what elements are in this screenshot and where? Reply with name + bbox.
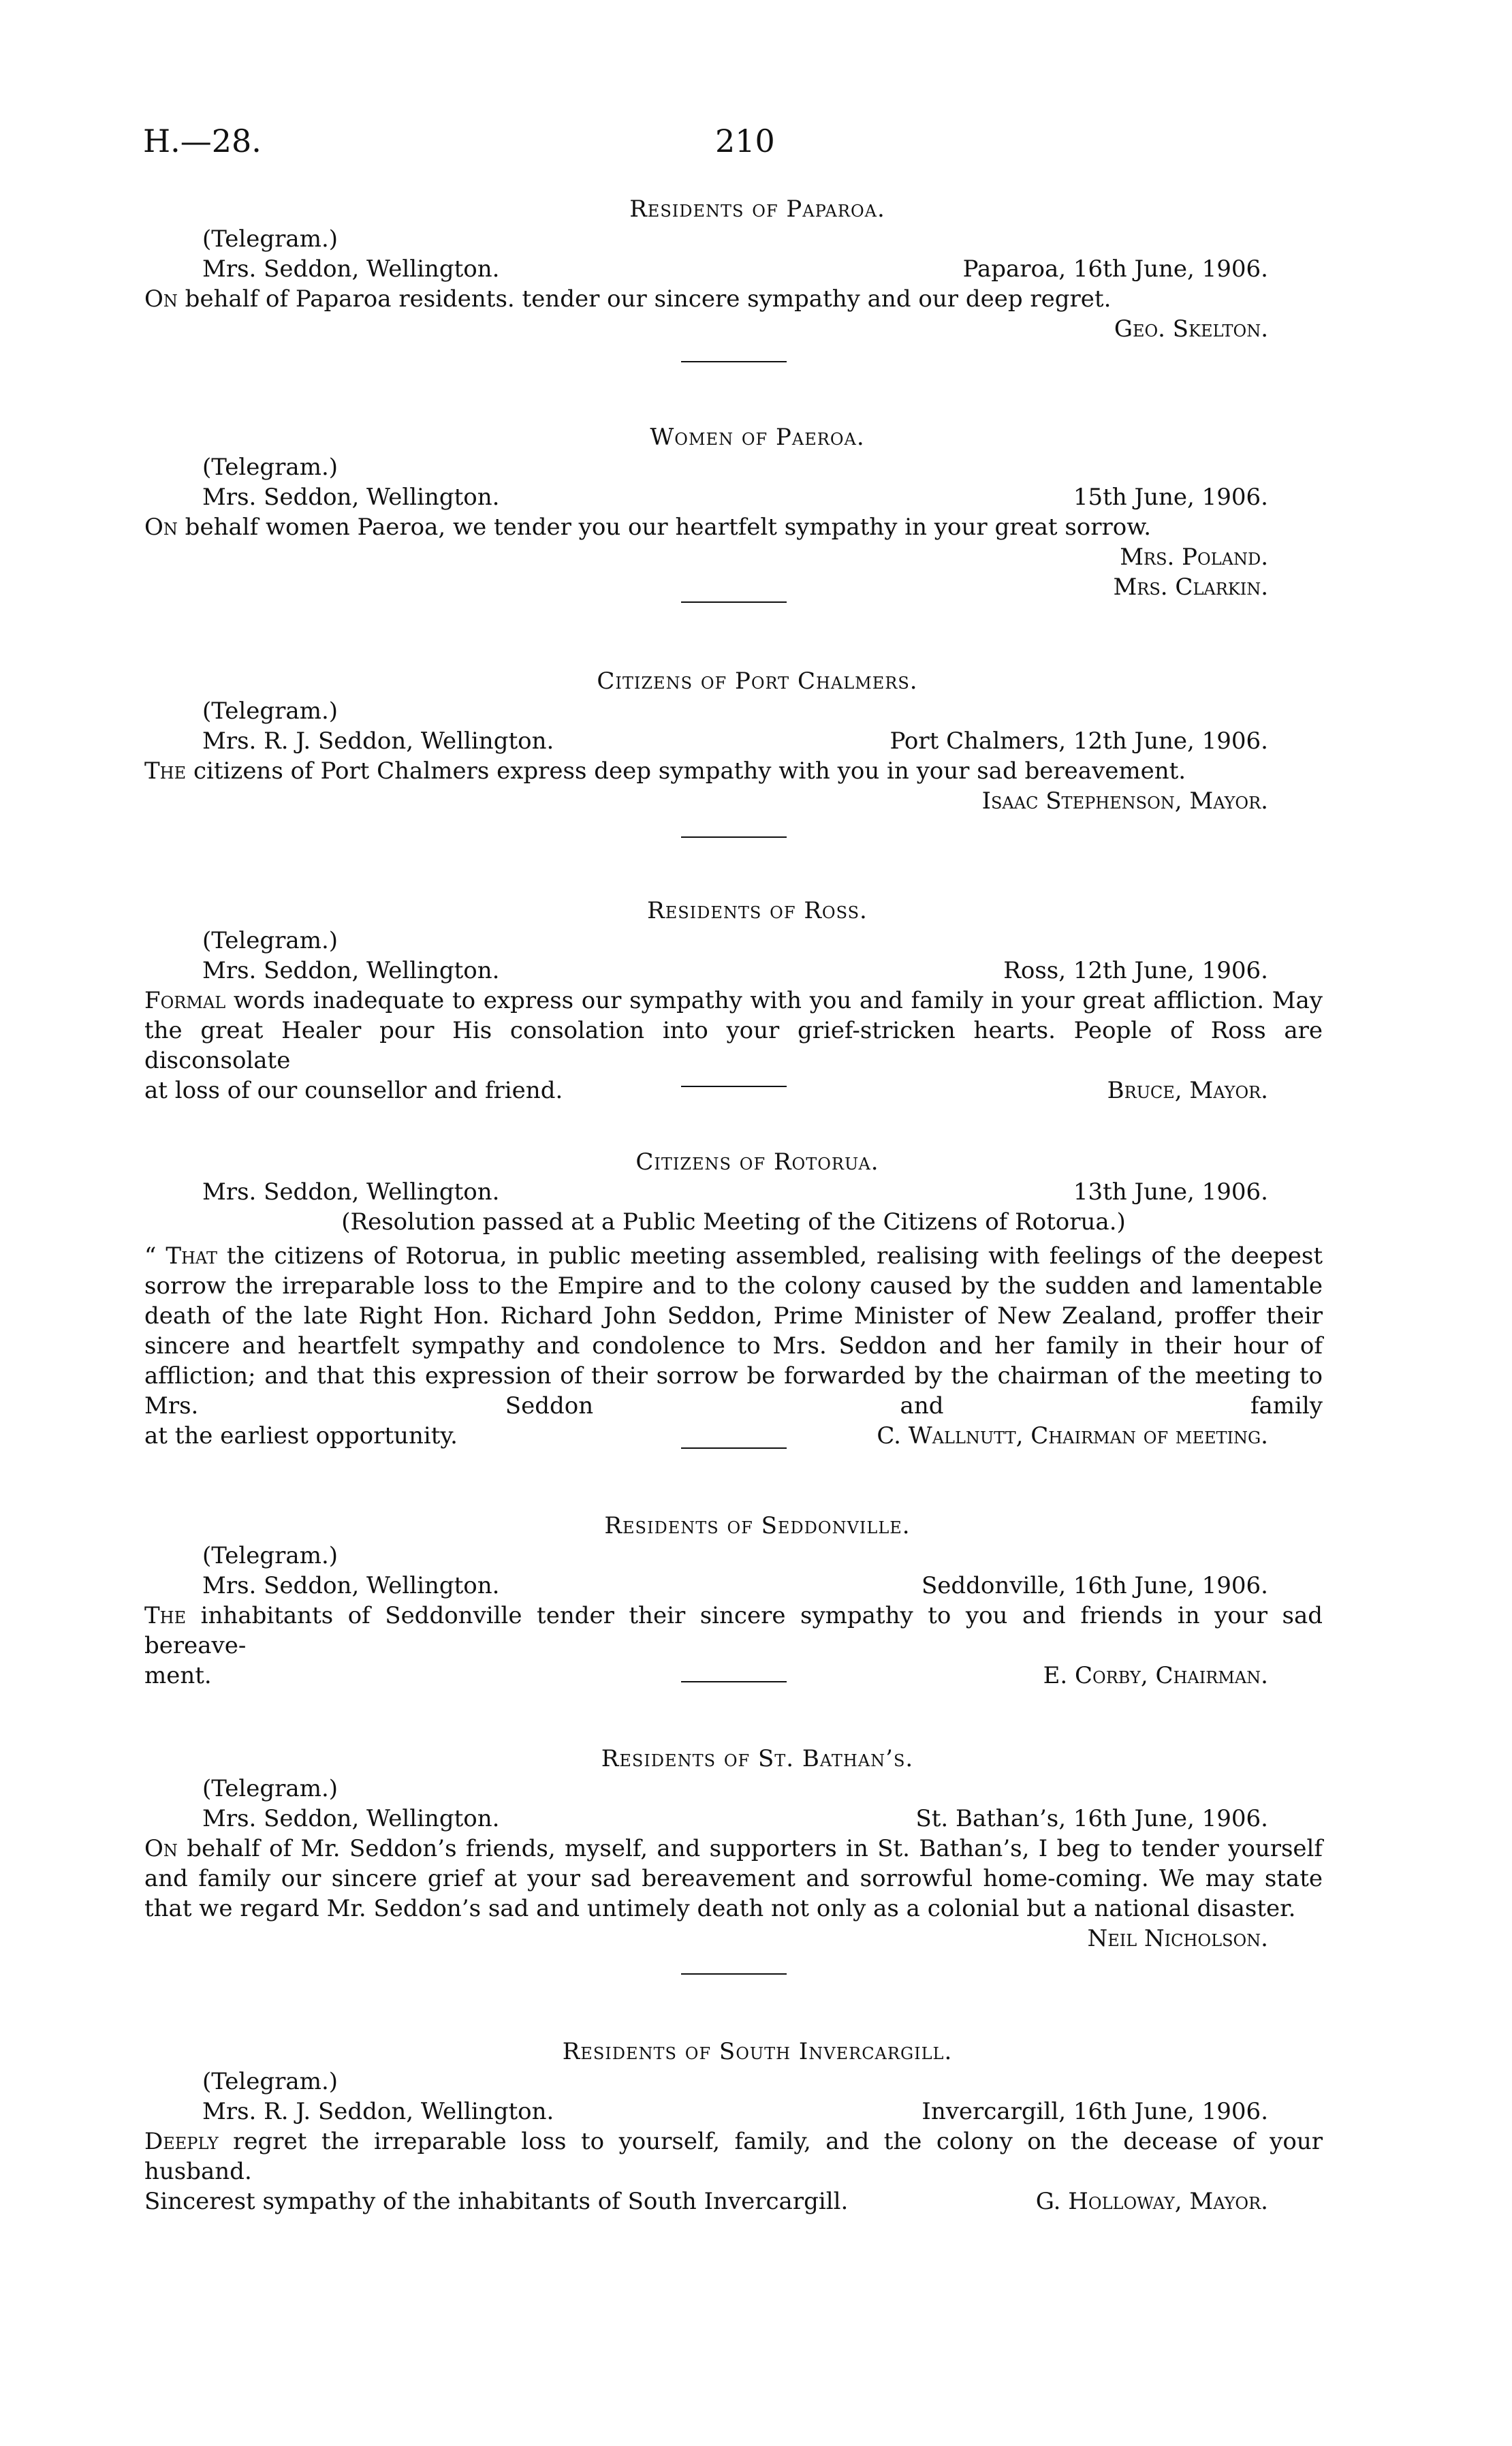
addressee: Mrs. Seddon, Wellington.	[202, 1805, 500, 1832]
place-date: Paparoa, 16th June, 1906.	[962, 255, 1268, 283]
section-divider	[681, 1973, 787, 1975]
message-text: the citizens of Rotorua, in public meeting assembled, realising with feelings of the deepest sorrow the irreparable loss to the Empire and to the colony caused by the sudden and lamentable death of the late Right Hon. Richard John Seddon, Prime Minister of New Zealand, proffer their sincere and heartfelt sympathy and condolence to Mrs. Seddon and her family in their hour of affliction; and that this expression of their sorrow be forwarded by the chairman of the meeting to Mrs. Seddon and family	[144, 1242, 1323, 1420]
place-date: Invercargill, 16th June, 1906.	[922, 2098, 1268, 2125]
section-divider	[681, 1086, 787, 1087]
message-lead: On	[144, 514, 178, 541]
document-reference: H.—28.	[143, 123, 262, 159]
message-lead: Formal	[144, 987, 226, 1014]
signature: Mrs. Clarkin.	[1113, 574, 1268, 601]
address-line	[144, 956, 1323, 986]
message-text: behalf women Paeroa, we tender you our heartfelt sympathy in your great sorrow.	[177, 514, 1152, 541]
section-port-chalmers	[144, 666, 1323, 816]
place-date: Seddonville, 16th June, 1906.	[921, 1572, 1268, 1599]
section-title: Citizens of Port Chalmers.	[597, 668, 918, 695]
message-text: behalf of Paparoa residents. tender our sincere sympathy and our deep regret.	[177, 285, 1112, 313]
message-body	[144, 1601, 1323, 1661]
place-date: St. Bathan’s, 16th June, 1906.	[915, 1805, 1268, 1832]
addressee: Mrs. Seddon, Wellington.	[202, 484, 500, 511]
signature: Isaac Stephenson, Mayor.	[981, 787, 1268, 815]
message-text-end: at the earliest opportunity.	[144, 1422, 458, 1449]
message-last-line	[144, 1661, 1323, 1691]
signature: Bruce, Mayor.	[1107, 1077, 1268, 1104]
message-text: behalf of Mr. Seddon’s friends, myself, and supporters in St. Bathan’s, I beg to tender yourself and family our sincere grief at your sad bereavement and sorrowful home-coming. We may state that we regard Mr. Seddon’s sad and untimely death not only as a colonial but a national disaster.	[144, 1835, 1323, 1922]
telegram-label: (Telegram.)	[202, 225, 338, 253]
place-date: 13th June, 1906.	[1073, 1178, 1268, 1206]
message-lead: Deeply	[144, 2128, 219, 2155]
section-title: Residents of St. Bathan’s.	[601, 1745, 914, 1772]
resolution-note: (Resolution passed at a Public Meeting of the Citizens of Rotorua.)	[341, 1208, 1126, 1236]
section-title: Residents of Paparoa.	[629, 195, 885, 223]
section-divider	[681, 836, 787, 838]
signature: C. Wallnutt, Chairman of meeting.	[877, 1422, 1268, 1449]
section-paeroa	[144, 422, 1323, 602]
message-last-line	[144, 1421, 1323, 1451]
telegram-label: (Telegram.)	[202, 454, 338, 481]
section-title: Residents of South Invercargill.	[562, 2038, 953, 2065]
place-date: Port Chalmers, 12th June, 1906.	[889, 727, 1268, 755]
address-line	[144, 726, 1323, 756]
telegram-label: (Telegram.)	[202, 2068, 338, 2095]
message-body	[144, 756, 1323, 786]
message-text-end: Sincerest sympathy of the inhabitants of South Invercargill.	[144, 2188, 849, 2215]
signature: G. Holloway, Mayor.	[1035, 2188, 1268, 2215]
section-title: Citizens of Rotorua.	[635, 1148, 879, 1176]
signature: Geo. Skelton.	[1114, 315, 1268, 343]
telegram-label: (Telegram.)	[202, 927, 338, 954]
message-body	[144, 512, 1323, 542]
section-divider	[681, 1447, 787, 1449]
message-lead: “ That	[144, 1242, 217, 1270]
message-text: regret the irreparable loss to yourself, family, and the colony on the decease of your husband.	[144, 2128, 1323, 2185]
signature: E. Corby, Chairman.	[1043, 1662, 1268, 1689]
message-last-line	[144, 1076, 1323, 1106]
message-last-line	[144, 2186, 1323, 2216]
address-line	[144, 1177, 1323, 1207]
message-lead: The	[144, 757, 187, 785]
message-body	[144, 284, 1323, 314]
section-south-invercargill	[144, 2037, 1323, 2216]
message-body	[144, 986, 1323, 1076]
section-paparoa	[144, 194, 1323, 344]
address-line	[144, 2097, 1323, 2127]
message-lead: The	[144, 1602, 187, 1629]
message-lead: On	[144, 1835, 178, 1862]
addressee: Mrs. R. J. Seddon, Wellington.	[202, 2098, 554, 2125]
section-title: Residents of Ross.	[647, 897, 868, 924]
section-title: Residents of Seddonville.	[604, 1512, 911, 1539]
section-divider	[681, 601, 787, 603]
telegram-label: (Telegram.)	[202, 697, 338, 725]
section-seddonville	[144, 1511, 1323, 1691]
message-text-end: ment.	[144, 1662, 212, 1689]
message-body	[144, 1241, 1323, 1421]
section-ross	[144, 896, 1323, 1106]
addressee: Mrs. Seddon, Wellington.	[202, 957, 500, 984]
addressee: Mrs. Seddon, Wellington.	[202, 1178, 500, 1206]
section-divider	[681, 1681, 787, 1682]
address-line	[144, 254, 1323, 284]
address-line	[144, 1571, 1323, 1601]
place-date: 15th June, 1906.	[1073, 484, 1268, 511]
telegram-label: (Telegram.)	[202, 1775, 338, 1802]
message-text-end: at loss of our counsellor and friend.	[144, 1077, 563, 1104]
message-lead: On	[144, 285, 178, 313]
message-body	[144, 1834, 1323, 1924]
addressee: Mrs. Seddon, Wellington.	[202, 1572, 500, 1599]
section-rotorua	[144, 1147, 1323, 1451]
message-text: inhabitants of Seddonville tender their sincere sympathy to you and friends in your sad bereave-	[144, 1602, 1323, 1659]
telegram-label: (Telegram.)	[202, 1542, 338, 1569]
signature: Neil Nicholson.	[1087, 1925, 1268, 1952]
section-title: Women of Paeroa.	[650, 424, 865, 451]
addressee: Mrs. R. J. Seddon, Wellington.	[202, 727, 554, 755]
address-line	[144, 482, 1323, 512]
signature: Mrs. Poland.	[1120, 544, 1268, 571]
address-line	[144, 1804, 1323, 1834]
page-number: 210	[715, 123, 775, 159]
message-text: words inadequate to express our sympathy with you and family in your great affliction. May the great Healer pour His consolation into your grief-stricken hearts. People of Ross are disconsolate	[144, 987, 1323, 1074]
section-divider	[681, 361, 787, 362]
addressee: Mrs. Seddon, Wellington.	[202, 255, 500, 283]
message-text: citizens of Port Chalmers express deep sympathy with you in your sad bereavement.	[186, 757, 1186, 785]
place-date: Ross, 12th June, 1906.	[1003, 957, 1268, 984]
message-body	[144, 2127, 1323, 2186]
section-st-bathans	[144, 1744, 1323, 1954]
